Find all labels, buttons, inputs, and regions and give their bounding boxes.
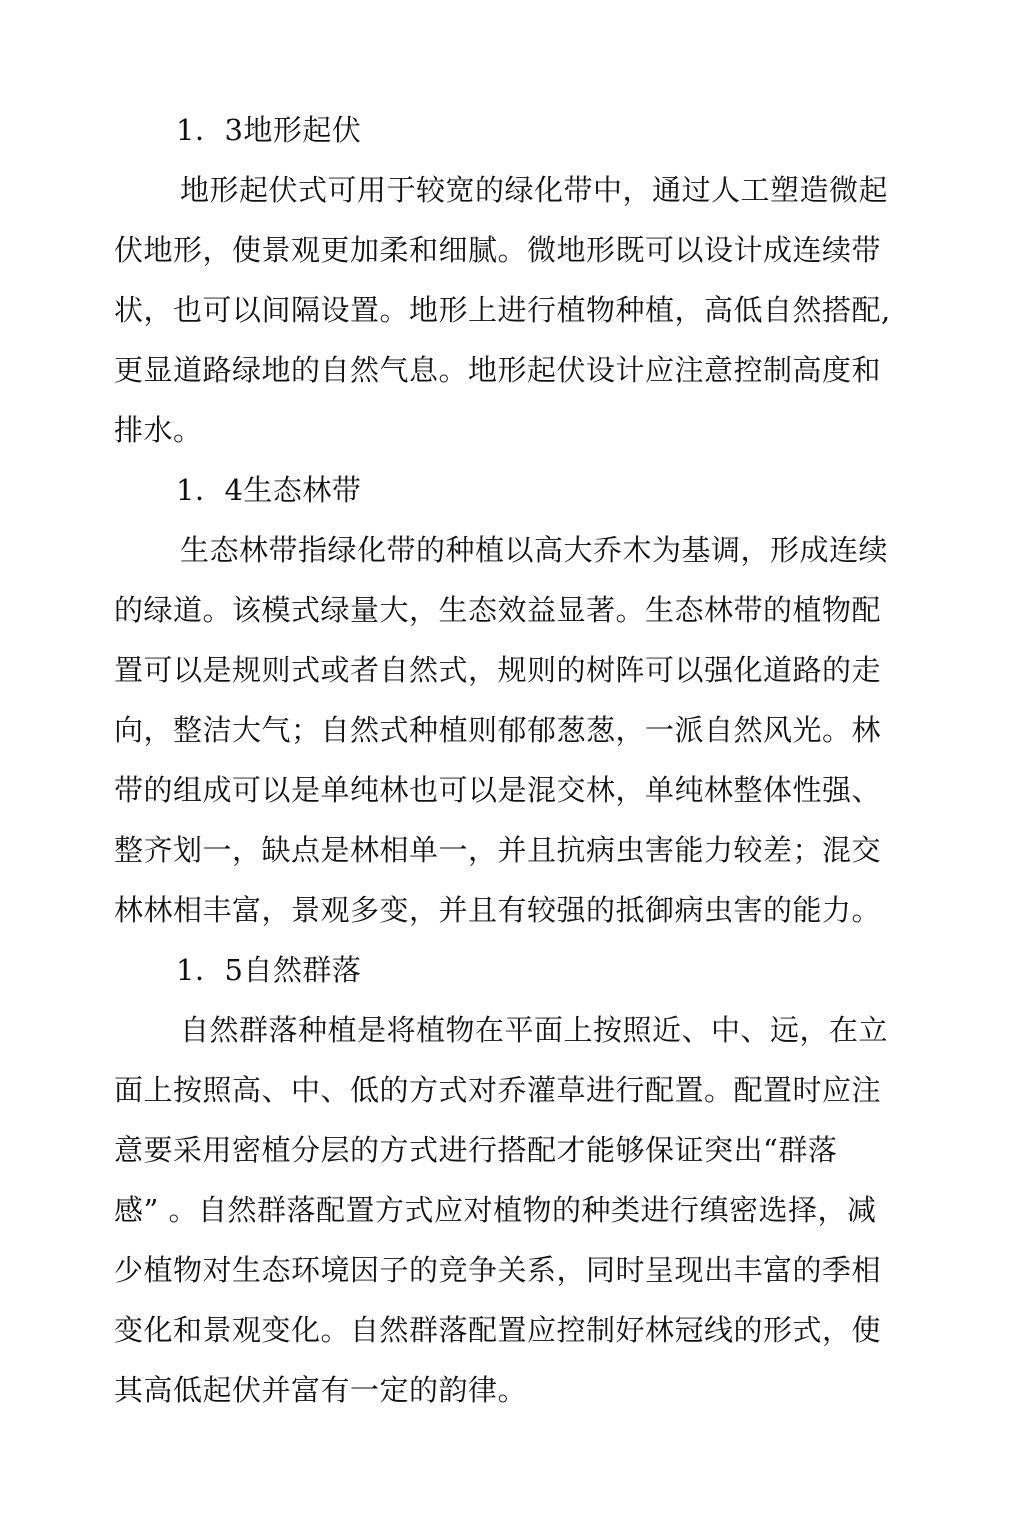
paragraph-line: 置可以是规则式或者自然式，规则的树阵可以强化道路的走 bbox=[114, 653, 882, 687]
paragraph-line: 意要采用密植分层的方式进行搭配才能够保证突出“群落 bbox=[114, 1133, 838, 1167]
paragraph-line: 自然群落种植是将植物在平面上按照近、中、远，在立 bbox=[180, 1013, 889, 1047]
paragraph-line: 生态林带指绿化带的种植以高大乔木为基调，形成连续 bbox=[180, 533, 889, 567]
paragraph-line: 的绿道。该模式绿量大，生态效益显著。生态林带的植物配 bbox=[114, 593, 882, 627]
paragraph-line: 其高低起伏并富有一定的韵律。 bbox=[114, 1373, 528, 1407]
paragraph-line: 少植物对生态环境因子的竞争关系，同时呈现出丰富的季相 bbox=[114, 1253, 882, 1287]
paragraph-line: 排水。 bbox=[114, 413, 203, 447]
paragraph-line: 面上按照高、中、低的方式对乔灌草进行配置。配置时应注 bbox=[114, 1073, 882, 1107]
paragraph-line: 整齐划一，缺点是林相单一，并且抗病虫害能力较差；混交 bbox=[114, 833, 882, 867]
section-heading-1-5: 1．5自然群落 bbox=[176, 953, 362, 987]
paragraph-line: 更显道路绿地的自然气息。地形起伏设计应注意控制高度和 bbox=[114, 353, 882, 387]
paragraph-line: 带的组成可以是单纯林也可以是混交林，单纯林整体性强、 bbox=[114, 773, 882, 807]
paragraph-line: 伏地形，使景观更加柔和细腻。微地形既可以设计成连续带 bbox=[114, 233, 882, 267]
paragraph-line: 向，整洁大气；自然式种植则郁郁葱葱，一派自然风光。林 bbox=[114, 713, 882, 747]
paragraph-line: 林林相丰富，景观多变，并且有较强的抵御病虫害的能力。 bbox=[114, 893, 882, 927]
section-heading-1-3: 1．3地形起伏 bbox=[176, 113, 362, 147]
paragraph-line: 地形起伏式可用于较宽的绿化带中，通过人工塑造微起 bbox=[180, 173, 889, 207]
paragraph-line: 状，也可以间隔设置。地形上进行植物种植，高低自然搭配, bbox=[114, 293, 891, 327]
paragraph-line: 变化和景观变化。自然群落配置应控制好林冠线的形式，使 bbox=[114, 1313, 882, 1347]
section-heading-1-4: 1．4生态林带 bbox=[176, 473, 362, 507]
paragraph-line: 感” 。自然群落配置方式应对植物的种类进行缜密选择，减 bbox=[114, 1193, 877, 1227]
